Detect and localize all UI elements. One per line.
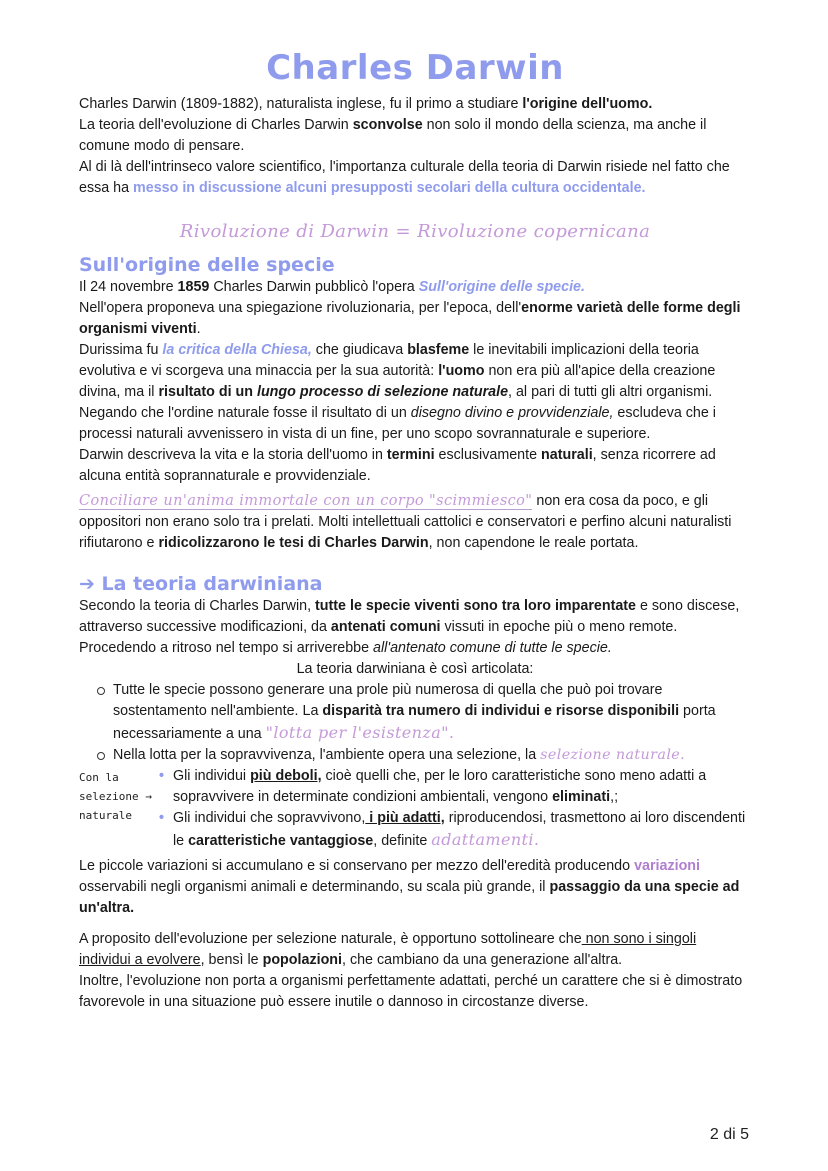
text: Charles Darwin (1809-1882), naturalista inglese, fu il primo a studiare [79, 96, 523, 112]
text: , non capendone le reale portata. [428, 535, 639, 551]
text: La teoria dell'evoluzione di Charles Darwin [79, 117, 353, 133]
section-heading-origin: Sull'origine delle specie [79, 254, 335, 276]
text: . [196, 321, 201, 337]
paragraph [79, 298, 751, 340]
text: , definite [373, 833, 432, 849]
bold-underlined-text: più deboli, [250, 768, 322, 784]
page [79, 48, 751, 1013]
bold-text: antenati comuni [330, 619, 441, 635]
text: vissuti in epoche più o meno remote. [440, 619, 678, 635]
text: riproducendosi, trasmettono ai loro discendenti le [173, 810, 746, 849]
italic-text: all'antenato comune di tutte le specie. [373, 640, 612, 656]
text: Tutte le specie possono generare una prole più numerosa di quella che può poi trovare sostentamento nell'ambiente. La [113, 682, 663, 719]
handwritten-text: selezione naturale. [540, 747, 686, 763]
highlight-text: variazioni [634, 858, 701, 874]
list-item [97, 745, 751, 766]
text: , senza ricorrere ad alcuna entità soprannaturale e provvidenziale. [79, 447, 716, 484]
text: Negando che l'ordine naturale fosse il risultato di un [79, 405, 411, 421]
theory-list [79, 680, 751, 766]
bold-text: risultato di un [158, 384, 257, 400]
text: escludeva che i processi naturali avvenissero in vista di un fine, per uno scopo sovrannaturale e superiore. [79, 405, 716, 442]
bold-text: eliminati [552, 789, 611, 805]
paragraph [79, 340, 751, 403]
highlight-text: messo in discussione alcuni presupposti secolari della cultura occidentale. [133, 180, 646, 196]
text: che giudicava [311, 342, 408, 358]
paragraph [79, 929, 751, 971]
italic-text: disegno divino e provvidenziale, [410, 405, 614, 421]
paragraph [79, 638, 751, 659]
bold-text: l'origine dell'uomo. [522, 96, 653, 112]
text: Charles Darwin pubblicò l'opera [209, 279, 419, 295]
sub-list-wrapper [79, 766, 751, 852]
text: Secondo la teoria di Charles Darwin, [79, 598, 316, 614]
text: non era cosa da poco, e gli oppositori non erano solo tra i prelati. Molti intellettuali cattolici e conservatori e perfino alcuni naturalisti rifiutarono e [79, 493, 732, 551]
list-item [97, 680, 751, 745]
text: le inevitabili implicazioni della teoria evolutiva e vi scorgeva una minaccia per la sua autorità: [79, 342, 699, 379]
text: Durissima fu [79, 342, 163, 358]
text: Gli individui che sopravvivono, [173, 810, 366, 826]
text: , al pari di tutti gli altri organismi. [508, 384, 713, 400]
paragraph [79, 596, 751, 638]
bold-text: enorme varietà delle forme degli organismi viventi [79, 300, 741, 337]
list-item [173, 808, 751, 852]
paragraph [79, 403, 751, 445]
bold-text: sconvolse [352, 117, 423, 133]
paragraph [79, 856, 751, 919]
intro-line-2 [79, 115, 751, 157]
text: A proposito dell'evoluzione per selezione naturale, è opportuno sottolineare che [79, 931, 582, 947]
page-number: 2 di 5 [709, 1126, 749, 1143]
highlight-text: la critica della Chiesa, [162, 342, 312, 358]
text: , che cambiano da una generazione all'altra. [342, 952, 623, 968]
handwritten-text: adattamenti. [431, 830, 540, 849]
bold-text: disparità tra numero di individui e risorse disponibili [322, 703, 680, 719]
paragraph: Inoltre, l'evoluzione non porta a organismi perfettamente adattati, perché un carattere che si è dimostrato favorevole in una situazione può essere inutile o dannoso in circostanze diverse. [79, 973, 743, 1010]
bold-text: naturali [541, 447, 593, 463]
bold-text: caratteristiche vantaggiose [188, 833, 374, 849]
text: non era più all'apice della creazione divina, ma il [79, 363, 716, 400]
paragraph [79, 277, 751, 298]
handwritten-text: "lotta per l'esistenza". [265, 723, 455, 742]
bold-underlined-text: i più adatti, [365, 810, 445, 826]
text: Nell'opera proponeva una spiegazione rivoluzionaria, per l'epoca, dell' [79, 300, 522, 316]
text: Al di là dell'intrinseco valore scientifico, l'importanza culturale della teoria di Darwin risiede nel fatto che essa ha [79, 159, 730, 196]
bold-italic-text: lungo processo di selezione naturale [256, 384, 509, 400]
text: osservabili negli organismi animali e determinando, su scala più grande, il [79, 879, 550, 895]
text: e sono discese, attraverso successive modificazioni, da [79, 598, 740, 635]
text: Il 24 novembre [79, 279, 178, 295]
page-title: Charles Darwin [266, 48, 564, 88]
bold-text: termini [386, 447, 435, 463]
selection-sub-list [155, 766, 751, 852]
text: porta necessariamente a una [113, 703, 716, 742]
paragraph [79, 491, 751, 554]
text: , bensì le [200, 952, 263, 968]
text: non solo il mondo della scienza, ma anche il comune modo di pensare. [79, 117, 707, 154]
bold-text: l'uomo [438, 363, 485, 379]
section-heading-theory: ➔ La teoria darwiniana [79, 573, 323, 595]
bold-text: tutte le specie viventi sono tra loro imparentate [315, 598, 636, 614]
text: Nella lotta per la sopravvivenza, l'ambiente opera una selezione, la [113, 747, 541, 763]
text: Gli individui [173, 768, 251, 784]
bold-text: popolazioni [262, 952, 343, 968]
text: esclusivamente [434, 447, 542, 463]
bold-text: blasfeme [407, 342, 470, 358]
paragraph [79, 445, 751, 487]
text: cioè quelli che, per le loro caratteristiche sono meno adatti a sopravvivere in determinate condizioni ambientali, vengono [173, 768, 707, 805]
text: Darwin descriveva la vita e la storia dell'uomo in [79, 447, 387, 463]
list-item [173, 766, 751, 808]
text: ,; [610, 789, 619, 805]
paragraph-centered: La teoria darwiniana è così articolata: [296, 661, 534, 677]
handwritten-side-note: Con la selezione → naturale [79, 771, 152, 822]
intro-line-3 [79, 157, 751, 199]
bold-text: passaggio da una specie ad un'altra. [79, 879, 740, 916]
intro-line-1 [79, 94, 751, 115]
handwritten-subtitle: Rivoluzione di Darwin = Rivoluzione copernicana [179, 221, 651, 242]
text: Le piccole variazioni si accumulano e si conservano per mezzo dell'eredità producendo [79, 858, 635, 874]
bold-text: 1859 [177, 279, 210, 295]
handwritten-quote: Conciliare un'anima immortale con un corpo "scimmiesco" [79, 493, 533, 509]
underlined-text: non sono i singoli individui a evolvere [79, 931, 697, 968]
text: Procedendo a ritroso nel tempo si arriverebbe [79, 640, 374, 656]
book-title: Sull'origine delle specie. [418, 279, 585, 295]
bold-text: ridicolizzarono le tesi di Charles Darwin [158, 535, 429, 551]
